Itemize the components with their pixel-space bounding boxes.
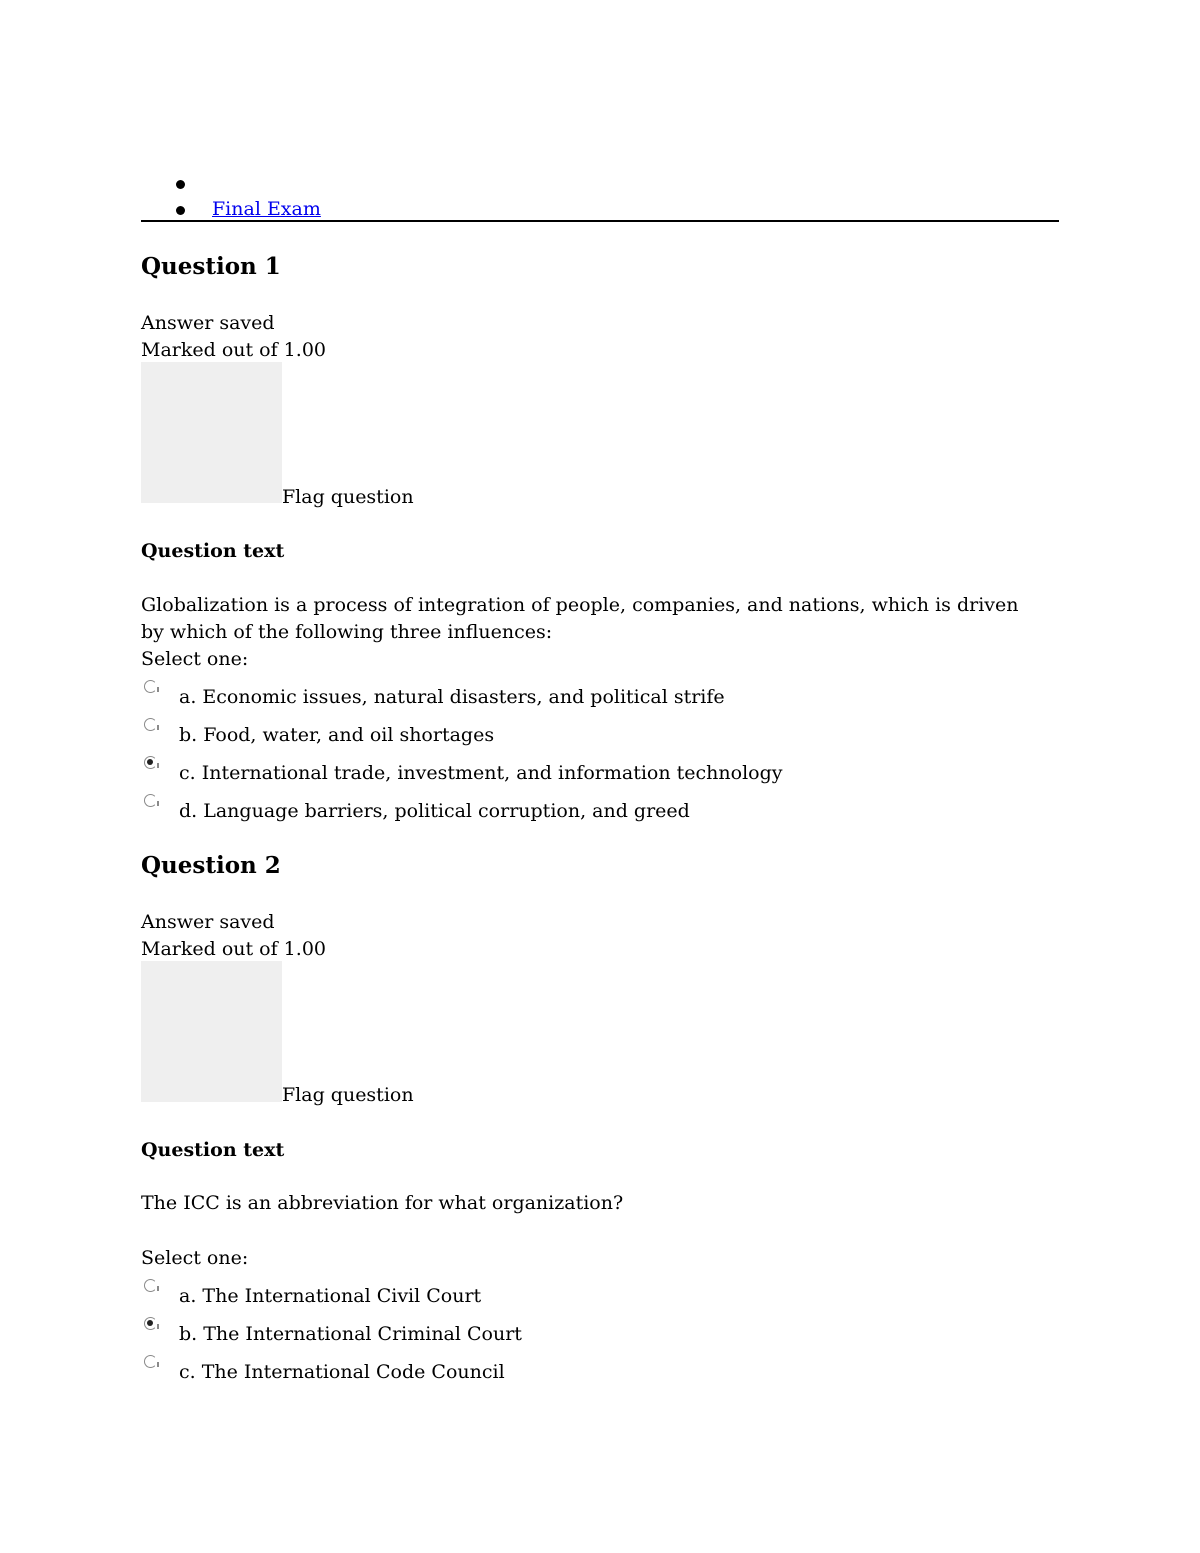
answer-option-b[interactable] [141, 718, 1041, 748]
flag-question-label[interactable]: Flag question [282, 486, 414, 508]
breadcrumb-item-final-exam[interactable] [176, 196, 321, 222]
select-one-label: Select one: [141, 648, 249, 670]
select-one-label: Select one: [141, 1247, 249, 1269]
question-title: Question 1 [141, 253, 281, 280]
question-text-heading: Question text [141, 1139, 285, 1161]
answer-option-a[interactable] [141, 680, 1041, 710]
answer-option-c[interactable] [141, 756, 1041, 786]
radio-unchecked-icon[interactable] [144, 1279, 157, 1292]
radio-unchecked-icon[interactable] [144, 718, 157, 731]
option-label[interactable]: d. Language barriers, political corruption, and greed [179, 800, 690, 822]
question-text-heading: Question text [141, 540, 285, 562]
radio-checked-icon[interactable] [144, 756, 157, 769]
question-title: Question 2 [141, 852, 281, 879]
marked-out-of: Marked out of 1.00 [141, 938, 326, 960]
answer-status: Answer saved [141, 911, 275, 933]
radio-unchecked-icon[interactable] [144, 680, 157, 693]
breadcrumb-item-home[interactable] [176, 170, 186, 196]
answer-option-a[interactable] [141, 1279, 1041, 1309]
question-prompt: The ICC is an abbreviation for what organization? [141, 1192, 624, 1214]
option-label[interactable]: c. The International Code Council [179, 1361, 505, 1383]
final-exam-link[interactable]: Final Exam [212, 198, 321, 220]
flag-icon[interactable] [141, 961, 282, 1102]
option-label[interactable]: b. The International Criminal Court [179, 1323, 522, 1345]
answer-option-b[interactable] [141, 1317, 1041, 1347]
option-label[interactable]: b. Food, water, and oil shortages [179, 724, 495, 746]
question-prompt: Globalization is a process of integration of people, companies, and nations, which is driven by which of the following three influences: [141, 594, 1019, 643]
option-label[interactable]: a. Economic issues, natural disasters, and political strife [179, 686, 725, 708]
option-label[interactable]: a. The International Civil Court [179, 1285, 482, 1307]
radio-checked-icon[interactable] [144, 1317, 157, 1330]
flag-question-label[interactable]: Flag question [282, 1084, 414, 1106]
answer-option-c[interactable] [141, 1355, 1041, 1385]
breadcrumb [141, 168, 1059, 222]
radio-unchecked-icon[interactable] [144, 1355, 157, 1368]
answer-option-d[interactable] [141, 794, 1041, 824]
flag-icon[interactable] [141, 362, 282, 503]
answer-status: Answer saved [141, 312, 275, 334]
radio-unchecked-icon[interactable] [144, 794, 157, 807]
option-label[interactable]: c. International trade, investment, and information technology [179, 762, 783, 784]
marked-out-of: Marked out of 1.00 [141, 339, 326, 361]
